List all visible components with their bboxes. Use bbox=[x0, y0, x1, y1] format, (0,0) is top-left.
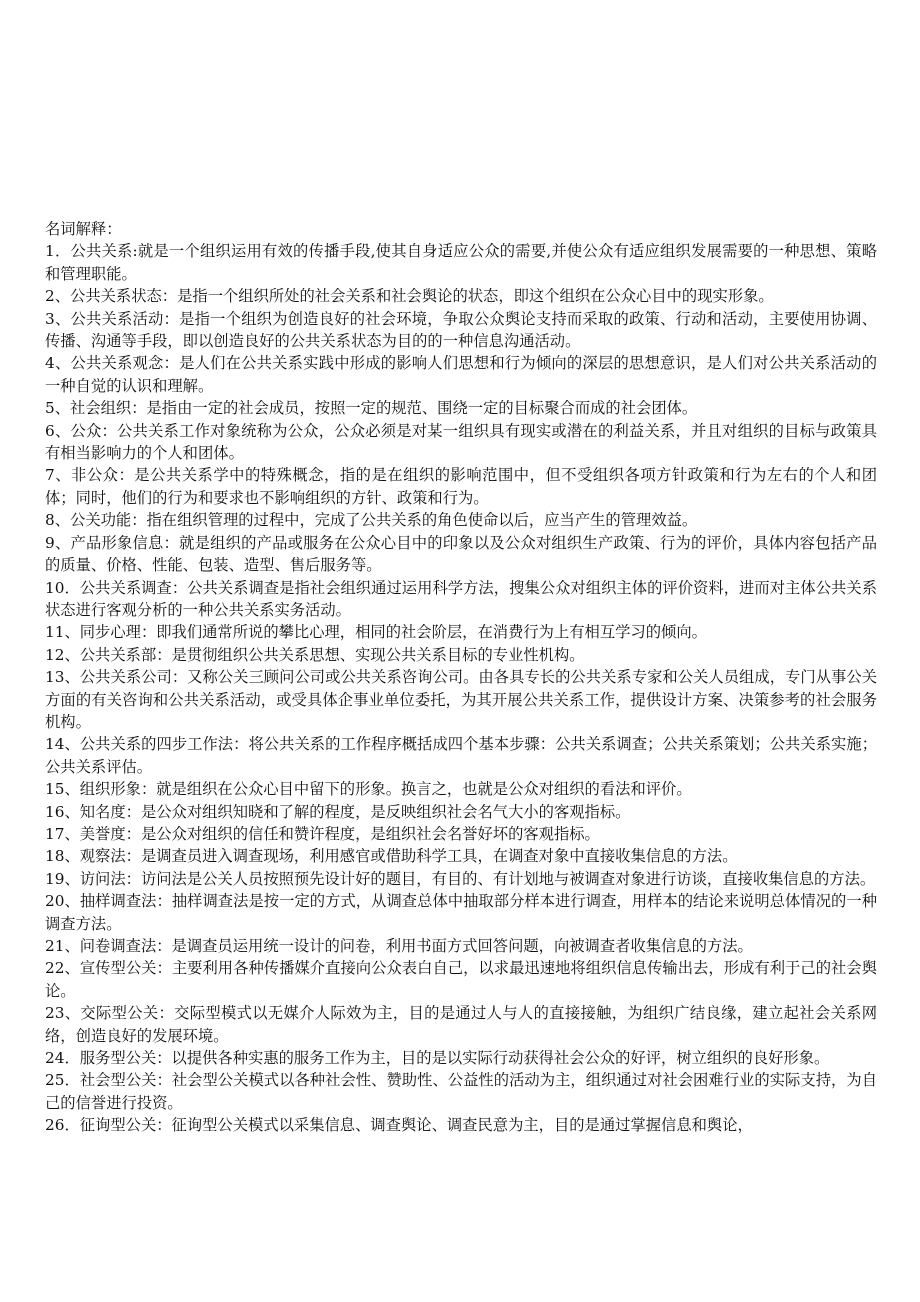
term-entry-2: 2、公共关系状态：是指一个组织所处的社会关系和社会舆论的状态，即这个组织在公众心目中的现实形象。 bbox=[45, 287, 774, 306]
term-entry-25: 25．社会型公关：社会型公关模式以各种社会性、赞助性、公益性的活动为主，组织通过对社会困难行业的实际支持，为自己的信誉进行投资。 bbox=[45, 1071, 877, 1112]
term-entry-8: 8、公关功能：指在组织管理的过程中，完成了公共关系的角色使命以后，应当产生的管理效益。 bbox=[45, 511, 698, 530]
term-entry-6: 6、公众：公共关系工作对象统称为公众，公众必须是对某一组织具有现实或潜在的利益关系，并且对组织的目标与政策具有相当影响力的个人和团体。 bbox=[45, 421, 877, 463]
term-entry-4: 4、公共关系观念：是人们在公共关系实践中形成的影响人们思想和行为倾向的深层的思想意识，是人们对公共关系活动的一种自觉的认识和理解。 bbox=[45, 354, 877, 395]
term-entry-15: 15、组织形象：就是组织在公众心目中留下的形象。换言之，也就是公众对组织的看法和评价。 bbox=[45, 780, 692, 799]
term-entry-19: 19、访问法：访问法是公关人员按照预先设计好的题目，有目的、有计划地与被调查对象进行访谈，直接收集信息的方法。 bbox=[45, 869, 876, 888]
term-entry-7: 7、非公众：是公共关系学中的特殊概念，指的是在组织的影响范围中，但不受组织各项方针政策和行为左右的个人和团体；同时，他们的行为和要求也不影响组织的方针、政策和行为。 bbox=[45, 466, 877, 507]
term-entry-12: 12、公共关系部：是贯彻组织公共关系思想、实现公共关系目标的专业性机构。 bbox=[45, 645, 585, 664]
term-entry-5: 5、社会组织：是指由一定的社会成员，按照一定的规范、围绕一定的目标聚合而成的社会团体。 bbox=[45, 399, 698, 418]
term-entry-11: 11、同步心理：即我们通常所说的攀比心理，相同的社会阶层，在消费行为上有相互学习的倾向。 bbox=[45, 623, 707, 642]
document-body bbox=[45, 218, 877, 1137]
section-heading: 名词解释： bbox=[45, 220, 122, 238]
term-entry-10: 10．公共关系调查：公共关系调查是指社会组织通过运用科学方法，搜集公众对组织主体的评价资料，进而对主体公共关系状态进行客观分析的一种公共关系实务活动。 bbox=[45, 578, 877, 619]
term-entry-22: 22、宣传型公关：主要利用各种传播媒介直接向公众表白自己，以求最迅速地将组织信息传输出去，形成有利于己的社会舆论。 bbox=[45, 959, 877, 1000]
term-entry-14: 14、公共关系的四步工作法：将公共关系的工作程序概括成四个基本步骤：公共关系调查；公共关系策划；公共关系实施；公共关系评估。 bbox=[45, 735, 877, 776]
term-entry-16: 16、知名度：是公众对组织知晓和了解的程度，是反映组织社会名气大小的客观指标。 bbox=[45, 802, 631, 821]
term-entry-1: 1．公共关系:就是一个组织运用有效的传播手段,使其自身适应公众的需要,并使公众有适应组织发展需要的一种思想、策略和管理职能。 bbox=[45, 242, 877, 283]
term-entry-21: 21、问卷调查法：是调查员运用统一设计的问卷，利用书面方式回答问题，向被调查者收集信息的方法。 bbox=[45, 937, 753, 955]
term-entry-23: 23、交际型公关：交际型模式以无媒介人际效为主，目的是通过人与人的直接接触，为组织广结良缘，建立起社会关系网络，创造良好的发展环境。 bbox=[45, 1004, 877, 1045]
term-entry-3: 3、公共关系活动：是指一个组织为创造良好的社会环境，争取公众舆论支持而采取的政策、行动和活动，主要使用协调、传播、沟通等手段，即以创造良好的公共关系状态为目的的一种信息沟通活动。 bbox=[45, 309, 877, 351]
term-entry-17: 17、美誉度：是公众对组织的信任和赞许程度，是组织社会名誉好坏的客观指标。 bbox=[45, 824, 600, 843]
term-entry-20: 20、抽样调查法：抽样调查法是按一定的方式，从调查总体中抽取部分样本进行调查，用样本的结论来说明总体情况的一种调查方法。 bbox=[45, 892, 877, 933]
term-entry-24: 24．服务型公关：以提供各种实惠的服务工作为主，目的是以实际行动获得社会公众的好评，树立组织的良好形象。 bbox=[45, 1049, 830, 1068]
term-entry-13: 13、公共关系公司：又称公关三顾问公司或公共关系咨询公司。由各具专长的公共关系专家和公关人员组成，专门从事公关方面的有关咨询和公共关系活动，或受具体企事业单位委托，为其开展公共关系工作，提供设计方案、决策参考的社会服务机构。 bbox=[45, 668, 877, 731]
term-entry-18: 18、观察法：是调查员进入调查现场，利用感官或借助科学工具，在调查对象中直接收集信息的方法。 bbox=[45, 847, 738, 866]
term-entry-9: 9、产品形象信息：就是组织的产品或服务在公众心目中的印象以及公众对组织生产政策、行为的评价，具体内容包括产品的质量、价格、性能、包装、造型、售后服务等。 bbox=[45, 533, 877, 575]
term-entry-26: 26．征询型公关：征询型公关模式以采集信息、调查舆论、调查民意为主，目的是通过掌握信息和舆论， bbox=[45, 1116, 753, 1135]
